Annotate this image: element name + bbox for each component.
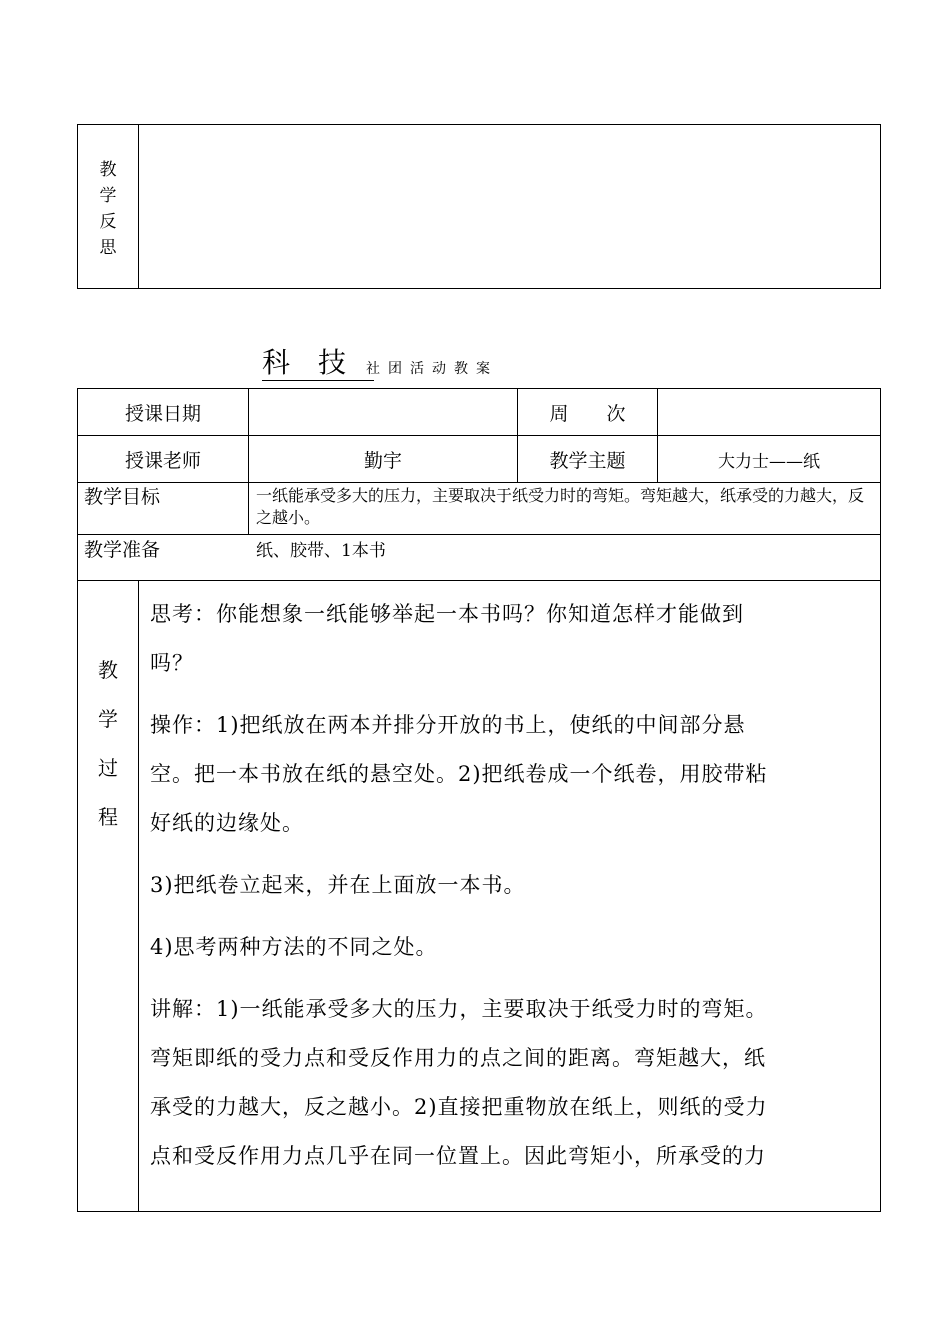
process-label-char: 程 (98, 805, 118, 829)
reflection-divider (138, 124, 139, 289)
col-divider (138, 580, 139, 1212)
week-label: 周 次 (549, 402, 626, 425)
process-label-char: 教 (98, 658, 118, 682)
date-label: 授课日期 (124, 402, 201, 425)
goal-label: 教学目标 (84, 485, 161, 508)
reflection-label (90, 157, 126, 261)
process-line: 思考：你能想象一纸能够举起一本书吗？你知道怎样才能做到 (150, 602, 744, 626)
row-divider (77, 580, 881, 581)
teacher-value: 勤宇 (363, 449, 402, 472)
reflection-table (77, 124, 881, 289)
process-line: 操作：1)把纸放在两本并排分开放的书上，使纸的中间部分悬 (150, 713, 746, 737)
process-line: 讲解：1)一纸能承受多大的压力，主要取决于纸受力时的弯矩。 (150, 997, 768, 1021)
page-title: 科技 (262, 346, 375, 379)
process-line: 点和受反作用力点几乎在同一位置上。因此弯矩小，所承受的力 (150, 1144, 766, 1168)
page-subtitle: 社团活动教案 (366, 361, 498, 377)
process-line: 3)把纸卷立起来，并在上面放一本书。 (150, 873, 526, 897)
week-value (658, 389, 880, 435)
process-label-char: 学 (98, 707, 118, 731)
process-line: 好纸的边缘处。 (150, 811, 304, 835)
prep-label: 教学准备 (84, 538, 161, 561)
process-line: 承受的力越大，反之越小。2)直接把重物放在纸上，则纸的受力 (150, 1095, 768, 1119)
reflection-label-char: 教 (99, 160, 117, 180)
theme-value: 大力士——纸 (718, 451, 820, 472)
process-content (150, 590, 874, 1181)
reflection-label-char: 学 (99, 186, 117, 206)
goal-value: 一纸能承受多大的压力，主要取决于纸受力时的弯矩。弯矩越大，纸承受的力越大，反之越小。 (256, 486, 865, 527)
teacher-label: 授课老师 (124, 449, 201, 472)
process-line: 弯矩即纸的受力点和受反作用力的点之间的距离。弯矩越大，纸 (150, 1046, 766, 1070)
reflection-label-char: 思 (99, 238, 117, 258)
reflection-label-char: 反 (99, 212, 117, 232)
theme-label: 教学主题 (549, 449, 626, 472)
prep-value: 纸、胶带、1本书 (256, 540, 386, 561)
process-line: 吗？ (150, 651, 194, 675)
date-value (249, 389, 517, 435)
process-line: 空。把一本书放在纸的悬空处。2)把纸卷成一个纸卷，用胶带粘 (150, 762, 768, 786)
process-label (90, 646, 126, 842)
process-label-char: 过 (98, 756, 118, 780)
process-line: 4)思考两种方法的不同之处。 (150, 935, 438, 959)
